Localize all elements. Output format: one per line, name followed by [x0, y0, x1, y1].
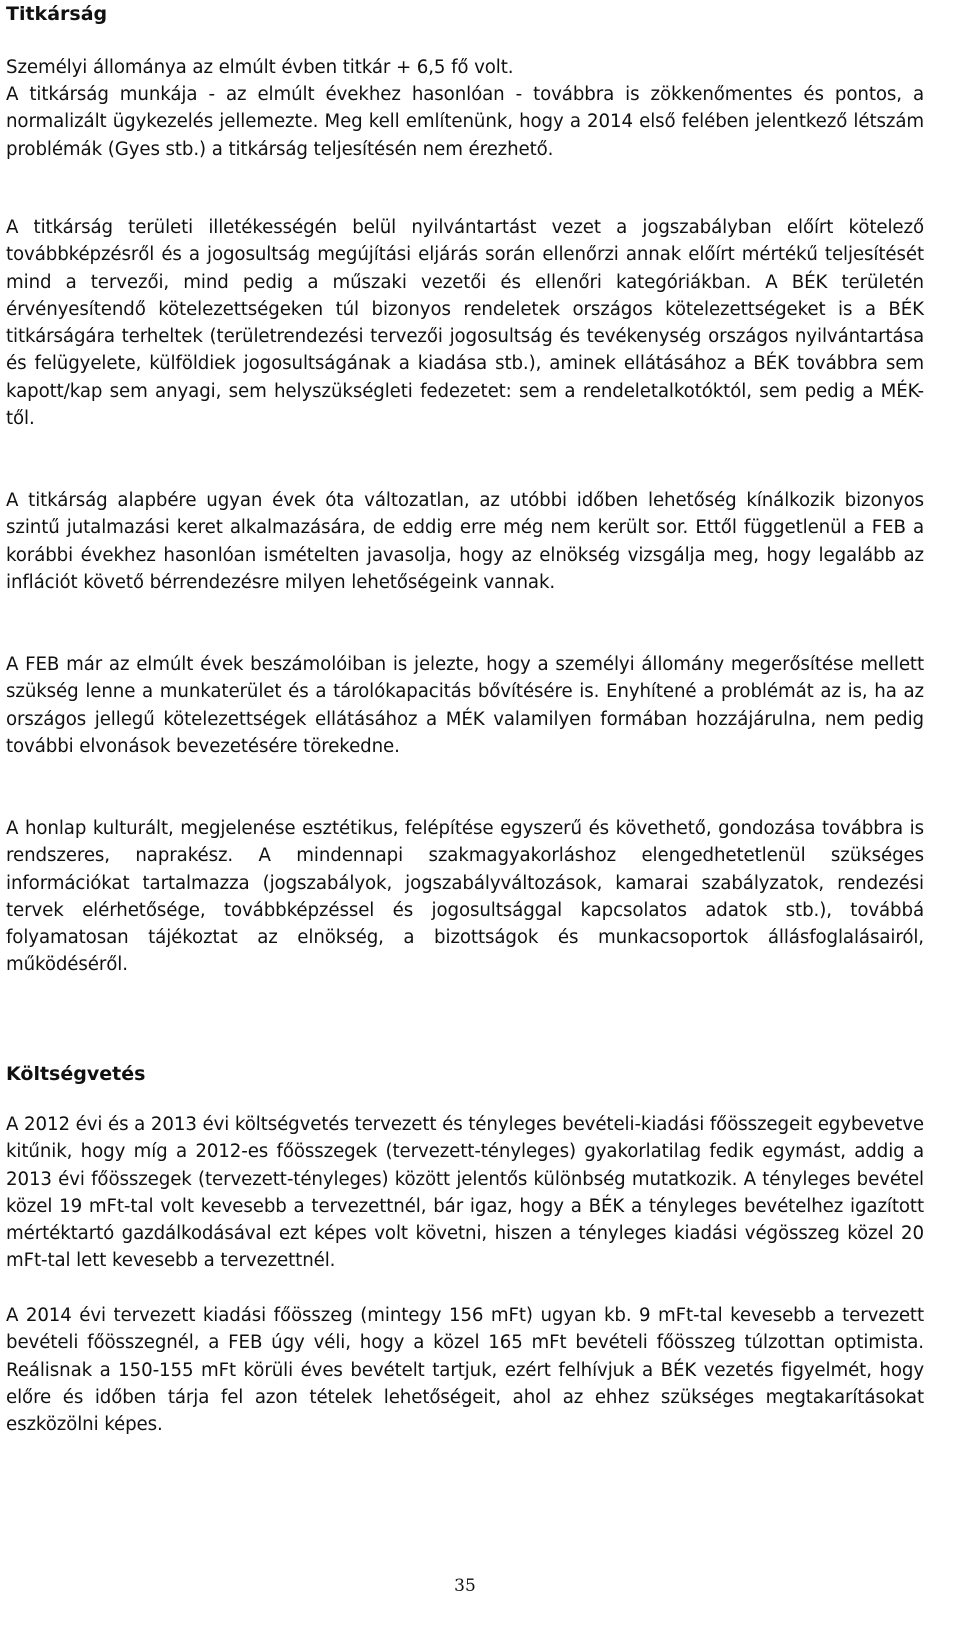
paragraph-salary: A titkárság alapbére ugyan évek óta változatlan, az utóbbi időben lehetőség kínálkozik bizonyos szintű jutalmazási keret alkalmazására, de eddig erre még nem került sor. Ettől függetlenül a FEB a korábbi évekhez hasonlóan ismételten javasolja, hogy az elnökség vizsgálja meg, hogy legalább az inflációt követő bérrendezésre milyen lehetőségeink vannak.	[6, 490, 924, 593]
paragraph-website: A honlap kulturált, megjelenése esztétikus, felépítése egyszerű és követhető, gondozása továbbra is rendszeres, naprakész. A mindennapi szakmagyakorláshoz elengedhetetlenül szükséges információkat tartalmazza (jogszabályok, jogszabályváltozások, kamarai szabályzatok, rendezési tervek elérhetősége, továbbképzéssel és jogosultsággal kapcsolatos adatok stb.), továbbá folyamatosan tájékoztat az elnökség, a bizottságok és munkacsoportok állásfoglalásairól, működéséről.	[6, 818, 924, 976]
paragraph-registry: A titkárság területi illetékességén belül nyilvántartást vezet a jogszabályban előírt kötelező továbbképzésről és a jogosultság megújítási eljárás során ellenőrzi annak előírt mértékű teljesítését mind a tervezői, mind pedig a műszaki vezetői és ellenőri kategóriákban. A BÉK területén érvényesítendő kötelezettségeken túl bizonyos rendeletek országos kötelezettségeket is a BÉK titkárságára terheltek (területrendezési tervezői jogosultság és tevékenység országos nyilvántartása és felügyelete, külföldiek jogosultságának a kiadása stb.), aminek ellátásához a BÉK továbbra sem kapott/kap sem anyagi, sem helyszükségleti fedezetet: sem a rendeletalkotóktól, sem pedig a MÉK-től.	[6, 217, 924, 430]
page-number: 35	[454, 1576, 476, 1596]
paragraph-staff: Személyi állománya az elmúlt évben titkár + 6,5 fő volt.	[6, 57, 514, 78]
paragraph-budget-comparison: A 2012 évi és a 2013 évi költségvetés tervezett és tényleges bevételi-kiadási főösszegeit egybevetve kitűnik, hogy míg a 2012-es főösszegek (tervezett-tényleges) gyakorlatilag fedik egymást, addig a 2013 évi főösszegek (tervezett-tényleges) között jelentős különbség mutatkozik. A tényleges bevétel közel 19 mFt-tal volt kevesebb a tervezettnél, bár igaz, hogy a BÉK a tényleges bevételhez igazított mértéktartó gazdálkodásával ezt képes volt követni, hiszen a tényleges kiadási végösszeg közel 20 mFt-tal lett kevesebb a tervezettnél.	[6, 1114, 924, 1272]
paragraph-budget-2014: A 2014 évi tervezett kiadási főösszeg (mintegy 156 mFt) ugyan kb. 9 mFt-tal kevesebb a tervezett bevételi főösszegnél, a FEB úgy véli, hogy a közel 165 mFt bevételi főösszeg túlzottan optimista. Reálisnak a 150-155 mFt körüli éves bevételt tartjuk, ezért felhívjuk a BÉK vezetés figyelmét, hogy előre és időben tárja fel azon tételek lehetőségeit, ahol az ehhez szükséges megtakarításokat eszközölni képes.	[6, 1305, 924, 1436]
section-heading-koltsegvetes: Költségvetés	[6, 1063, 146, 1085]
section-heading-titkarsag: Titkárság	[6, 3, 108, 25]
paragraph-capacity: A FEB már az elmúlt évek beszámolóiban is jelezte, hogy a személyi állomány megerősítése mellett szükség lenne a munkaterület és a tárolókapacitás bővítésére is. Enyhítené a problémát az is, ha az országos jellegű kötelezettségek ellátásához a MÉK valamilyen formában hozzájárulna, nem pedig további elvonások bevezetésére törekedne.	[6, 654, 924, 757]
paragraph-operation: A titkárság munkája - az elmúlt évekhez hasonlóan - továbbra is zökkenőmentes és pontos, a normalizált ügykezelés jellemezte. Meg kell említenünk, hogy a 2014 első felében jelentkező létszám problémák (Gyes stb.) a titkárság teljesítésén nem érezhető.	[6, 84, 924, 160]
